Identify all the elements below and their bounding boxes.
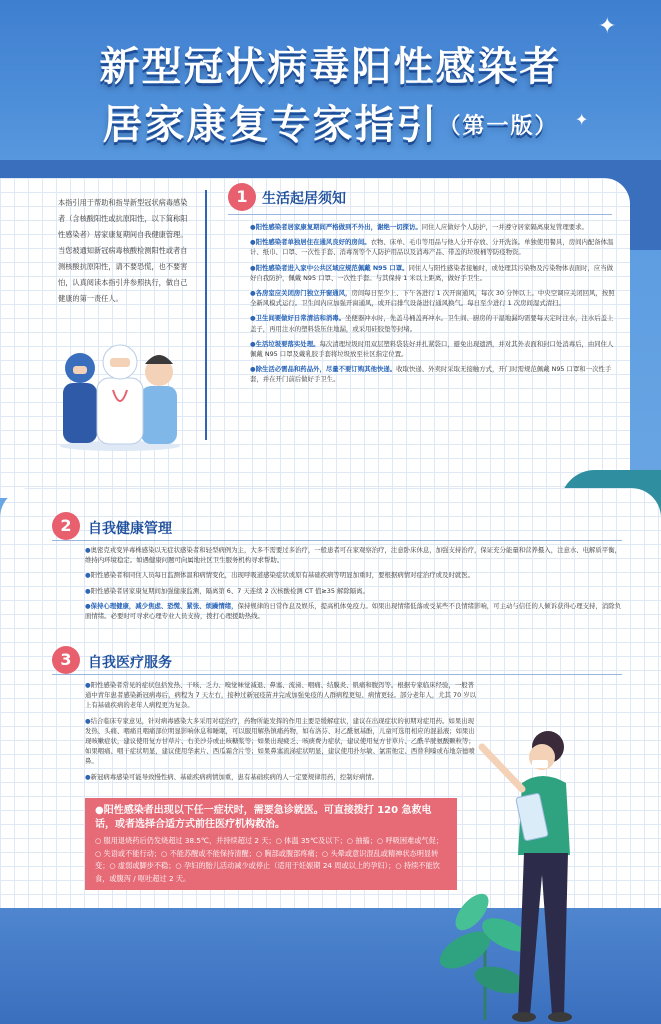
- list-item: ●各房室应关闭房门独立开窗通风，房间每日至少上、下午各进行 1 次开窗通风，每次 30 分钟以上。中央空调应关闭回风，按照全新风模式运行。卫生间内应加强开窗通风，或开启排气设备进行通风换气。每日至少进行 1 次房间湿式清扫。: [250, 289, 615, 308]
- list-item: ●阳性感染者居家康复期间严格做到不外出，谢绝一切探访。同住人应做好个人防护，一并遵守居家隔离康复管理要求。: [250, 223, 588, 231]
- list-item: ●卫生间要做好日常清洁和消毒。坐便器冲水时，先盖马桶盖再冲水。卫生间、厨房的干湿地漏均需要每天定时注水，注水后盖上盖子，再用注水的塑料袋压住地漏，或采用硅胶垫等封堵。: [250, 314, 614, 333]
- list-item: ●新冠病毒感染可能导致慢性病、基础疾病病情加重，患有基础疾病的人一定要规律用药，控制好病情。: [85, 772, 379, 781]
- list-item: ●保持心理健康，减少焦虑、恐慌、紧张、烦躁情绪，保持规律的日常作息及娱乐，提高机体免疫力。如果出现情绪低落或受某些不良情绪影响，可主动与信任的人倾诉获得心理支持，消除负面情绪。必要时可寻求心理专业人员支持，拨打心理援助热线。: [85, 601, 621, 621]
- list-item: ●阳性感染者和同住人员每日监测体温和病情变化，出现呼吸道感染症状或原有基础疾病等明显加重时，要根据病情对症治疗或及时就医。: [85, 571, 475, 580]
- sparkle-icon: ✦: [598, 14, 617, 39]
- list-item: ●结合临床专家意见，针对病毒感染大多采用对症治疗，药物所能发挥的作用主要是缓解症状，建议在出现症状的初期对症用药。如果出现发热、头痛、咽痛且咽痛部位明显影响休息和睡眠，可以服用解热镇痛药物，如布洛芬、对乙酰氨基酚，儿童可选用相应的混悬液；如果出现咳嗽症状，建议使用复方甘草片、右美沙芬或止咳糖浆等；如果出现疲乏、咳痰费力症状，建议使用复方甘草片、乙酰半胱氨酸颗粒等；如果咽痛、咽干症状明显，建议使用华素片、西瓜霜含片等；如果鼻塞流涕症状明显，建议使用扑尔敏、氯雷他定、西替利嗪或布地奈德喷鼻。: [85, 716, 475, 766]
- alert-heading: ●阳性感染者出现以下任一症状时，需要急诊就医。可直接拨打 120 急救电话，或者选择合适方式前往医疗机构救治。: [95, 805, 432, 830]
- section-underline: [52, 674, 622, 675]
- title-main: 居家康复专家指引: [102, 102, 439, 148]
- list-item: ●奥密克戎变异毒株感染以无症状感染者和轻型病例为主，大多不需要过多治疗，一般患者可在家观察治疗，注意卧床休息，加强支持治疗，保证充分能量和营养摄入，注意水、电解质平衡，维持内环境稳定。如遇健康问题可向属地社区卫生服务机构寻求帮助。: [85, 546, 621, 565]
- list-item: ●生活垃圾要落实处理。每次清理垃圾时用双层塑料袋装好并扎紧袋口，避免出现遗洒，并对其外表面和封口处消毒后，由同住人佩戴 N95 口罩及戴乳胶手套将垃圾放至社区指定位置。: [250, 339, 614, 359]
- nurse-illustration: [470, 725, 590, 1024]
- section-number: 1: [228, 183, 256, 211]
- section-2-items: [85, 545, 625, 626]
- title-line-2: [0, 96, 661, 156]
- section-3-items: [85, 680, 480, 787]
- list-item: ●阳性感染者常见的症状包括发热、干咳、乏力、嗅觉味觉减退、鼻塞、流涕、咽痛、结膜炎、肌痛和腹泻等。根据专家临床经验，一般普通中青年患者感染新冠病毒后，病程为 7 天左右，接种过新冠疫苗并完成加强免疫的人群病程更短、病情更轻。部分老年人，尤其 70 岁以上有基础疾病的老年人病程更为复杂。: [85, 681, 476, 710]
- section-1-items: [250, 222, 615, 390]
- sparkle-icon: ✦: [575, 110, 589, 129]
- section-divider: [205, 190, 207, 440]
- title-line-1: 新型冠状病毒阳性感染者: [99, 44, 562, 90]
- section-title: 自我健康管理: [88, 521, 172, 537]
- alert-body: ○ 服用退烧药后仍发烧超过 38.5℃，并持续超过 2 天；○ 体温 35℃及以下；○ 抽搐；○ 呼吸困难或气促；○ 失语或不能行动；○ 不能苏醒或不能保持清醒；○ 胸部或腹部疼痛；○ 头晕或意识混乱或精神状态明显转变；○ 虚弱或脚步不稳；○ 孕妇的胎儿活动减少或停止（适用于妊娠期 24 周或以上的孕妇）；○ 持续不能饮食，或腹泻 / 呕吐超过 2 天。: [95, 836, 443, 883]
- list-item: ●阳性感染者进入家中公共区域应规范佩戴 N95 口罩。同住人与阳性感染者接触时，或处理其污染物及污染物体表面时，应当做好自我防护，佩戴 N95 口罩、一次性手套。与其保持 1 米以上距离，做好手卫生。: [250, 263, 613, 282]
- section-number: 2: [52, 512, 80, 540]
- section-underline: [228, 214, 612, 215]
- section-title: 自我医疗服务: [88, 655, 172, 671]
- list-item: ●阳性感染者居家康复期间加强健康监测，隔离第 6、7 天连续 2 次核酸检测 CT 值≥35 解除隔离。: [85, 586, 369, 595]
- section-title: 生活起居须知: [262, 191, 346, 207]
- emergency-alert: [85, 798, 457, 890]
- list-item: ●除生活必需品和药品外，尽量不要订购其他快递。收取快递、外卖时采取无接触方式，开门时需规范佩戴 N95 口罩和一次性手套，并在开门前后做好手卫生。: [250, 365, 612, 384]
- section-number: 3: [52, 646, 80, 674]
- edition-label: （第一版）: [438, 114, 559, 139]
- medical-staff-illustration: [55, 328, 185, 453]
- intro-text: 本指引用于帮助和指导新型冠状病毒感染者（含核酸阳性或抗原阳性，以下简称阳性感染者）居家康复期间自我健康管理。当您被通知新冠病毒核酸检测阳性或者自测核酸抗原阳性，请不要恐慌，也不要害怕，认真阅读本指引并参照执行，做自己健康的第一责任人。: [58, 198, 188, 303]
- section-underline: [52, 540, 622, 541]
- page-title: [0, 38, 661, 156]
- list-item: ●阳性感染者单独居住在通风良好的房间。衣物、床单、毛巾等用品与他人分开存放、分开洗涤。单独使用餐具，房间内配备体温计、纸巾、口罩、一次性手套、消毒剂等个人防护用品以及消毒产品、带盖的垃圾桶等防疫物资。: [250, 238, 614, 257]
